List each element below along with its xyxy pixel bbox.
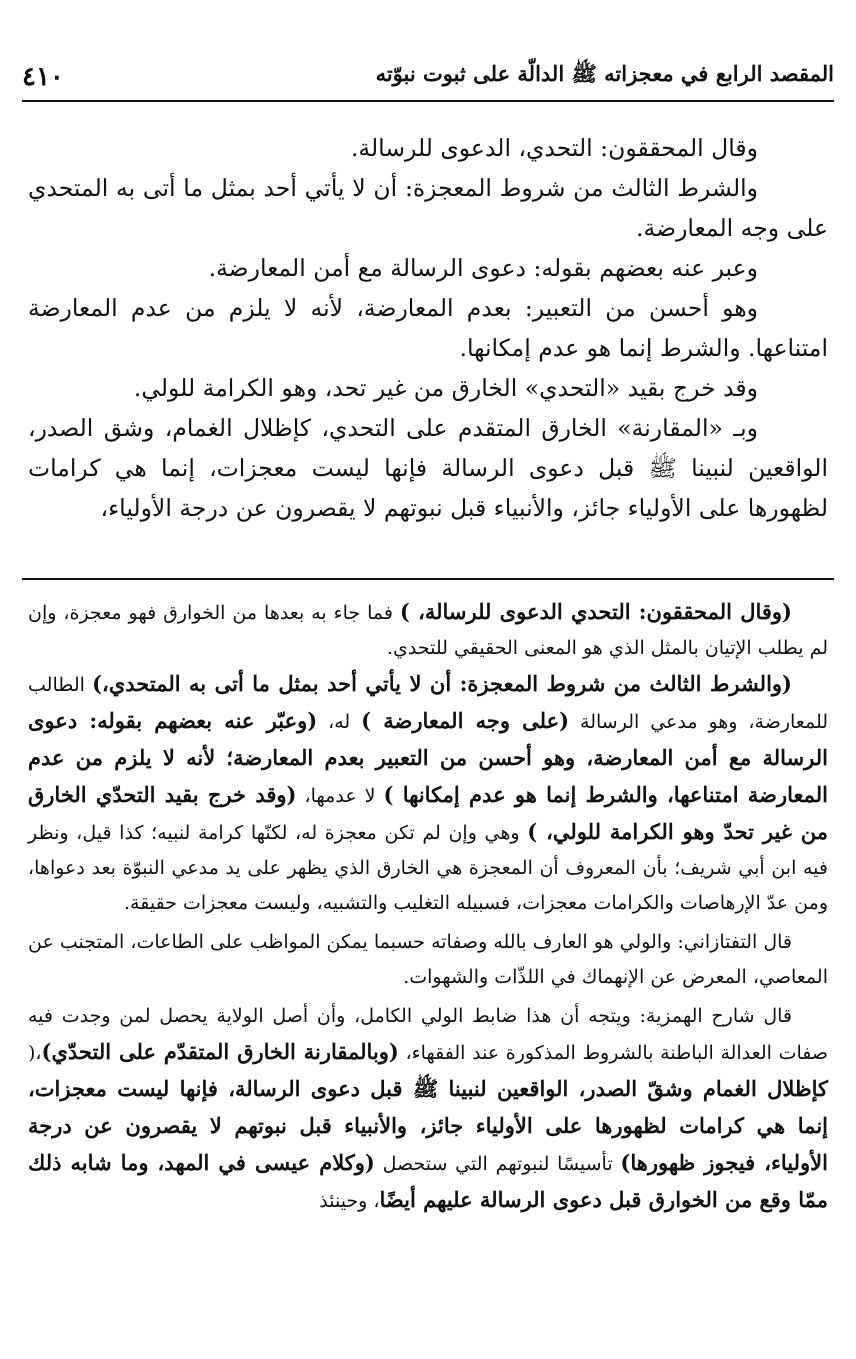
commentary-text: له، — [317, 711, 362, 733]
quoted-text: (وعبّر عنه بعضهم بقوله: دعوى الرسالة مع أمن المعارضة، وهو أحسن من التعبير بعدم المعارضة؛ لأنه لا يلزم من عدم المعارضة امتناعها، والشرط إنما هو عدم إمكانها ) — [28, 708, 828, 807]
commentary-text: لا عدمها، — [296, 785, 384, 807]
commentary-text: الطالب للمعارضة، وهو مدعي الرسالة — [28, 674, 829, 733]
commentary-text: وهي وإن لم تكن معجزة له، لكنّها كرامة لنبيه؛ كذا قيل، ونظر فيه ابن أبي شريف؛ بأن المعروف أن المعجزة هي الخارق الذي يظهر على يد مدعي النبوّة بعد دعواها، ومن عدّ الإرهاصات والكرامات معجزات، فسبيله التغليب والتشبيه، وليست معجزات حقيقة. — [28, 822, 828, 914]
quoted-text: (وبالمقارنة الخارق المتقدّم على التحدّي) — [41, 1039, 399, 1064]
footnotes — [28, 594, 828, 1219]
commentary-text: ، وحينئذ — [319, 1190, 380, 1212]
footnote-paragraph — [28, 666, 828, 921]
main-text — [28, 128, 828, 528]
commentary-text: قال شارح الهمزية: ويتجه أن هذا ضابط الولي الكامل، وأن أصل الولاية يحصل لمن وجدت فيه صفات العدالة الباطنة بالشروط المذكورة عند الفقهاء، — [28, 1005, 828, 1064]
page-number: ٤١٠ — [22, 62, 64, 92]
commentary-text: ،( — [28, 1042, 42, 1064]
footnote-paragraph — [28, 999, 828, 1219]
quoted-text: (وقال المحققون: التحدي الدعوى للرسالة، ) — [399, 599, 792, 624]
page-header — [22, 62, 834, 102]
quoted-text: كإظلال الغمام وشقّ الصدر، الواقعين لنبينا ﷺ قبل دعوى الرسالة، فإنها ليست معجزات، إنما هي كرامات لظهورها على الأولياء جائز، والأنبياء قبل نبوتهم لا يقصرون عن درجة الأولياء، فيجوز ظهورها) — [28, 1076, 828, 1175]
commentary-text: تأسيسًا لنبوتهم التي ستحصل — [374, 1153, 621, 1175]
quoted-text: (على وجه المعارضة ) — [361, 708, 570, 733]
running-title: المقصد الرابع في معجزاته ﷺ الدالّة على ثبوت نبوّته — [375, 61, 834, 86]
commentary-text: فما جاء به بعدها من الخوارق فهو معجزة، وإن لم يطلب الإتيان بالمثل الذي هو المعنى الحقيقي للتحدي. — [28, 602, 828, 659]
main-paragraph: والشرط الثالث من شروط المعجزة: أن لا يأتي أحد بمثل ما أتى به المتحدي على وجه المعارضة. — [28, 174, 828, 242]
footnote-separator — [22, 578, 834, 580]
main-paragraph: وقال المحققون: التحدي، الدعوى للرسالة. — [350, 134, 758, 162]
quoted-text: (والشرط الثالث من شروط المعجزة: أن لا يأتي أحد بمثل ما أتى به المتحدي،) — [92, 671, 792, 696]
main-paragraph: وبـ «المقارنة» الخارق المتقدم على التحدي، كإظلال الغمام، وشق الصدر، الواقعين لنبينا ﷺ قبل دعوى الرسالة فإنها ليست معجزات، إنما هي كرامات لظهورها على الأولياء جائز، والأنبياء قبل نبوتهم لا يقصرون عن درجة الأولياء، — [28, 414, 828, 522]
main-paragraph: وهو أحسن من التعبير: بعدم المعارضة، لأنه لا يلزم من عدم المعارضة امتناعها. والشرط إنما هو عدم إمكانها. — [28, 294, 828, 362]
footnote-paragraph: قال التفتازاني: والولي هو العارف بالله وصفاته حسبما يمكن المواظب على الطاعات، المتجنب عن المعاصي، المعرض عن الإنهماك في اللذّات والشهوات. — [28, 931, 828, 988]
main-paragraph: وعبر عنه بعضهم بقوله: دعوى الرسالة مع أمن المعارضة. — [208, 254, 758, 282]
footnote-paragraph — [28, 594, 828, 666]
quoted-text: (وكلام عيسى في المهد، وما شابه ذلك ممّا وقع من الخوارق قبل دعوى الرسالة عليهم أيضًا — [28, 1150, 828, 1212]
main-paragraph: وقد خرج بقيد «التحدي» الخارق من غير تحد، وهو الكرامة للولي. — [133, 374, 758, 402]
quoted-text: (وقد خرج بقيد التحدّي الخارق من غير تحدّ وهو الكرامة للولي، ) — [28, 782, 828, 844]
